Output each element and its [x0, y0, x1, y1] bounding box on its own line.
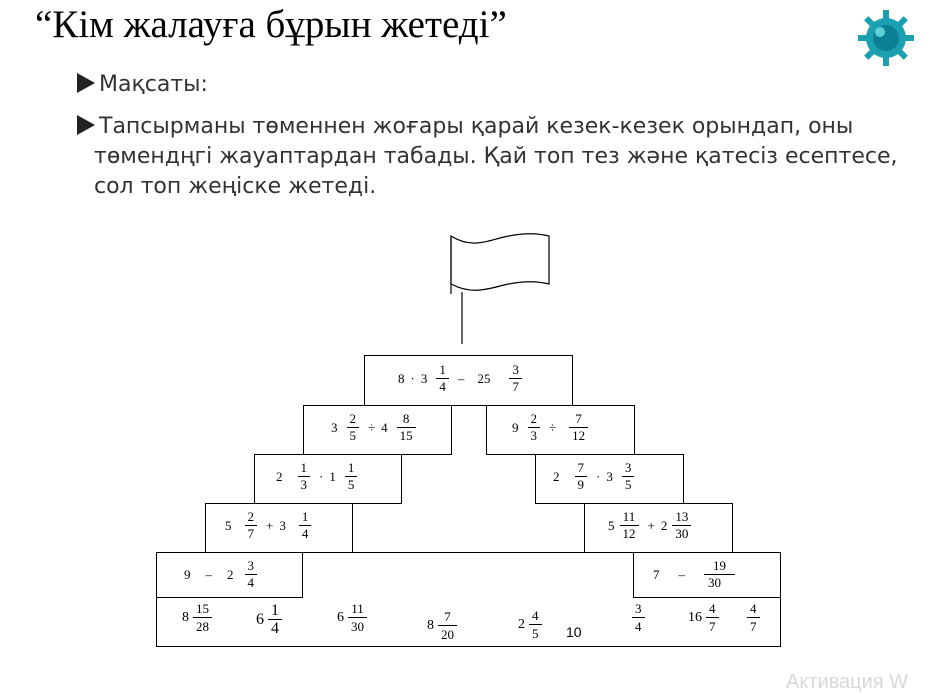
task-box-row4-right: 7 – $\frac{19}{30}$ — [633, 552, 781, 598]
task-box-row1-left: 3 $\frac{2}{5}$ ÷ 4 $\frac{8}{15}$ — [303, 405, 452, 455]
gear-logo-icon — [856, 8, 916, 68]
flag-icon — [445, 230, 555, 348]
answer-1: 8 $\frac{15}{28}$ — [182, 600, 214, 635]
activation-watermark: Активация W — [786, 671, 909, 693]
answer-4: 8 $\frac{7}{20}$ — [427, 608, 459, 643]
task-box-row3-right: 5 $\frac{11}{12}$ + 2 $\frac{13}{30}$ — [584, 503, 733, 553]
answer-8: 16 $\frac{4}{7}$ — [688, 600, 721, 635]
answer-7: $\frac{3}{4}$ — [630, 600, 647, 635]
task-line-3: сол топ жеңіске жетеді. — [94, 174, 377, 199]
bullet-arrow-icon — [77, 73, 95, 93]
goal-bullet — [77, 70, 208, 100]
slide-title: “Кім жалауға бұрын жетеді” — [35, 3, 507, 46]
task-line-1: Тапсырманы төменнен жоғары қарай кезек-кезек орындап, оны — [99, 114, 854, 139]
answer-5: 2 $\frac{4}{5}$ — [518, 607, 544, 642]
answer-9: $\frac{4}{7}$ — [745, 600, 762, 635]
goal-label: Мақсаты: — [99, 72, 208, 97]
answer-6: 10 — [566, 624, 582, 640]
answer-2: 6 $\frac{1}{4}$ — [256, 602, 284, 637]
task-box-row4-left: 9 – 2 $\frac{3}{4}$ — [156, 552, 303, 598]
task-box-row1-right: 9 $\frac{2}{3}$ ÷ $\frac{7}{12}$ — [486, 405, 635, 455]
task-box-row2-left: 2 $\frac{1}{3}$ · 1 $\frac{1}{5}$ — [254, 454, 402, 504]
task-bullet — [77, 112, 897, 202]
task-line-2: төмендңгі жауаптардан табады. Қай топ тез және қатесіз есептесе, — [94, 144, 898, 169]
task-box-row3-left: 5 $\frac{2}{7}$ + 3 $\frac{1}{4}$ — [205, 503, 353, 553]
task-box-row2-right: 2 $\frac{7}{9}$ · 3 $\frac{3}{5}$ — [535, 454, 684, 504]
answer-3: 6 $\frac{11}{30}$ — [337, 600, 369, 635]
task-box-top: 8 · 3 $\frac{1}{4}$ – 25 $\frac{3}{7}$ — [364, 355, 573, 406]
bullet-arrow-icon — [77, 115, 95, 135]
